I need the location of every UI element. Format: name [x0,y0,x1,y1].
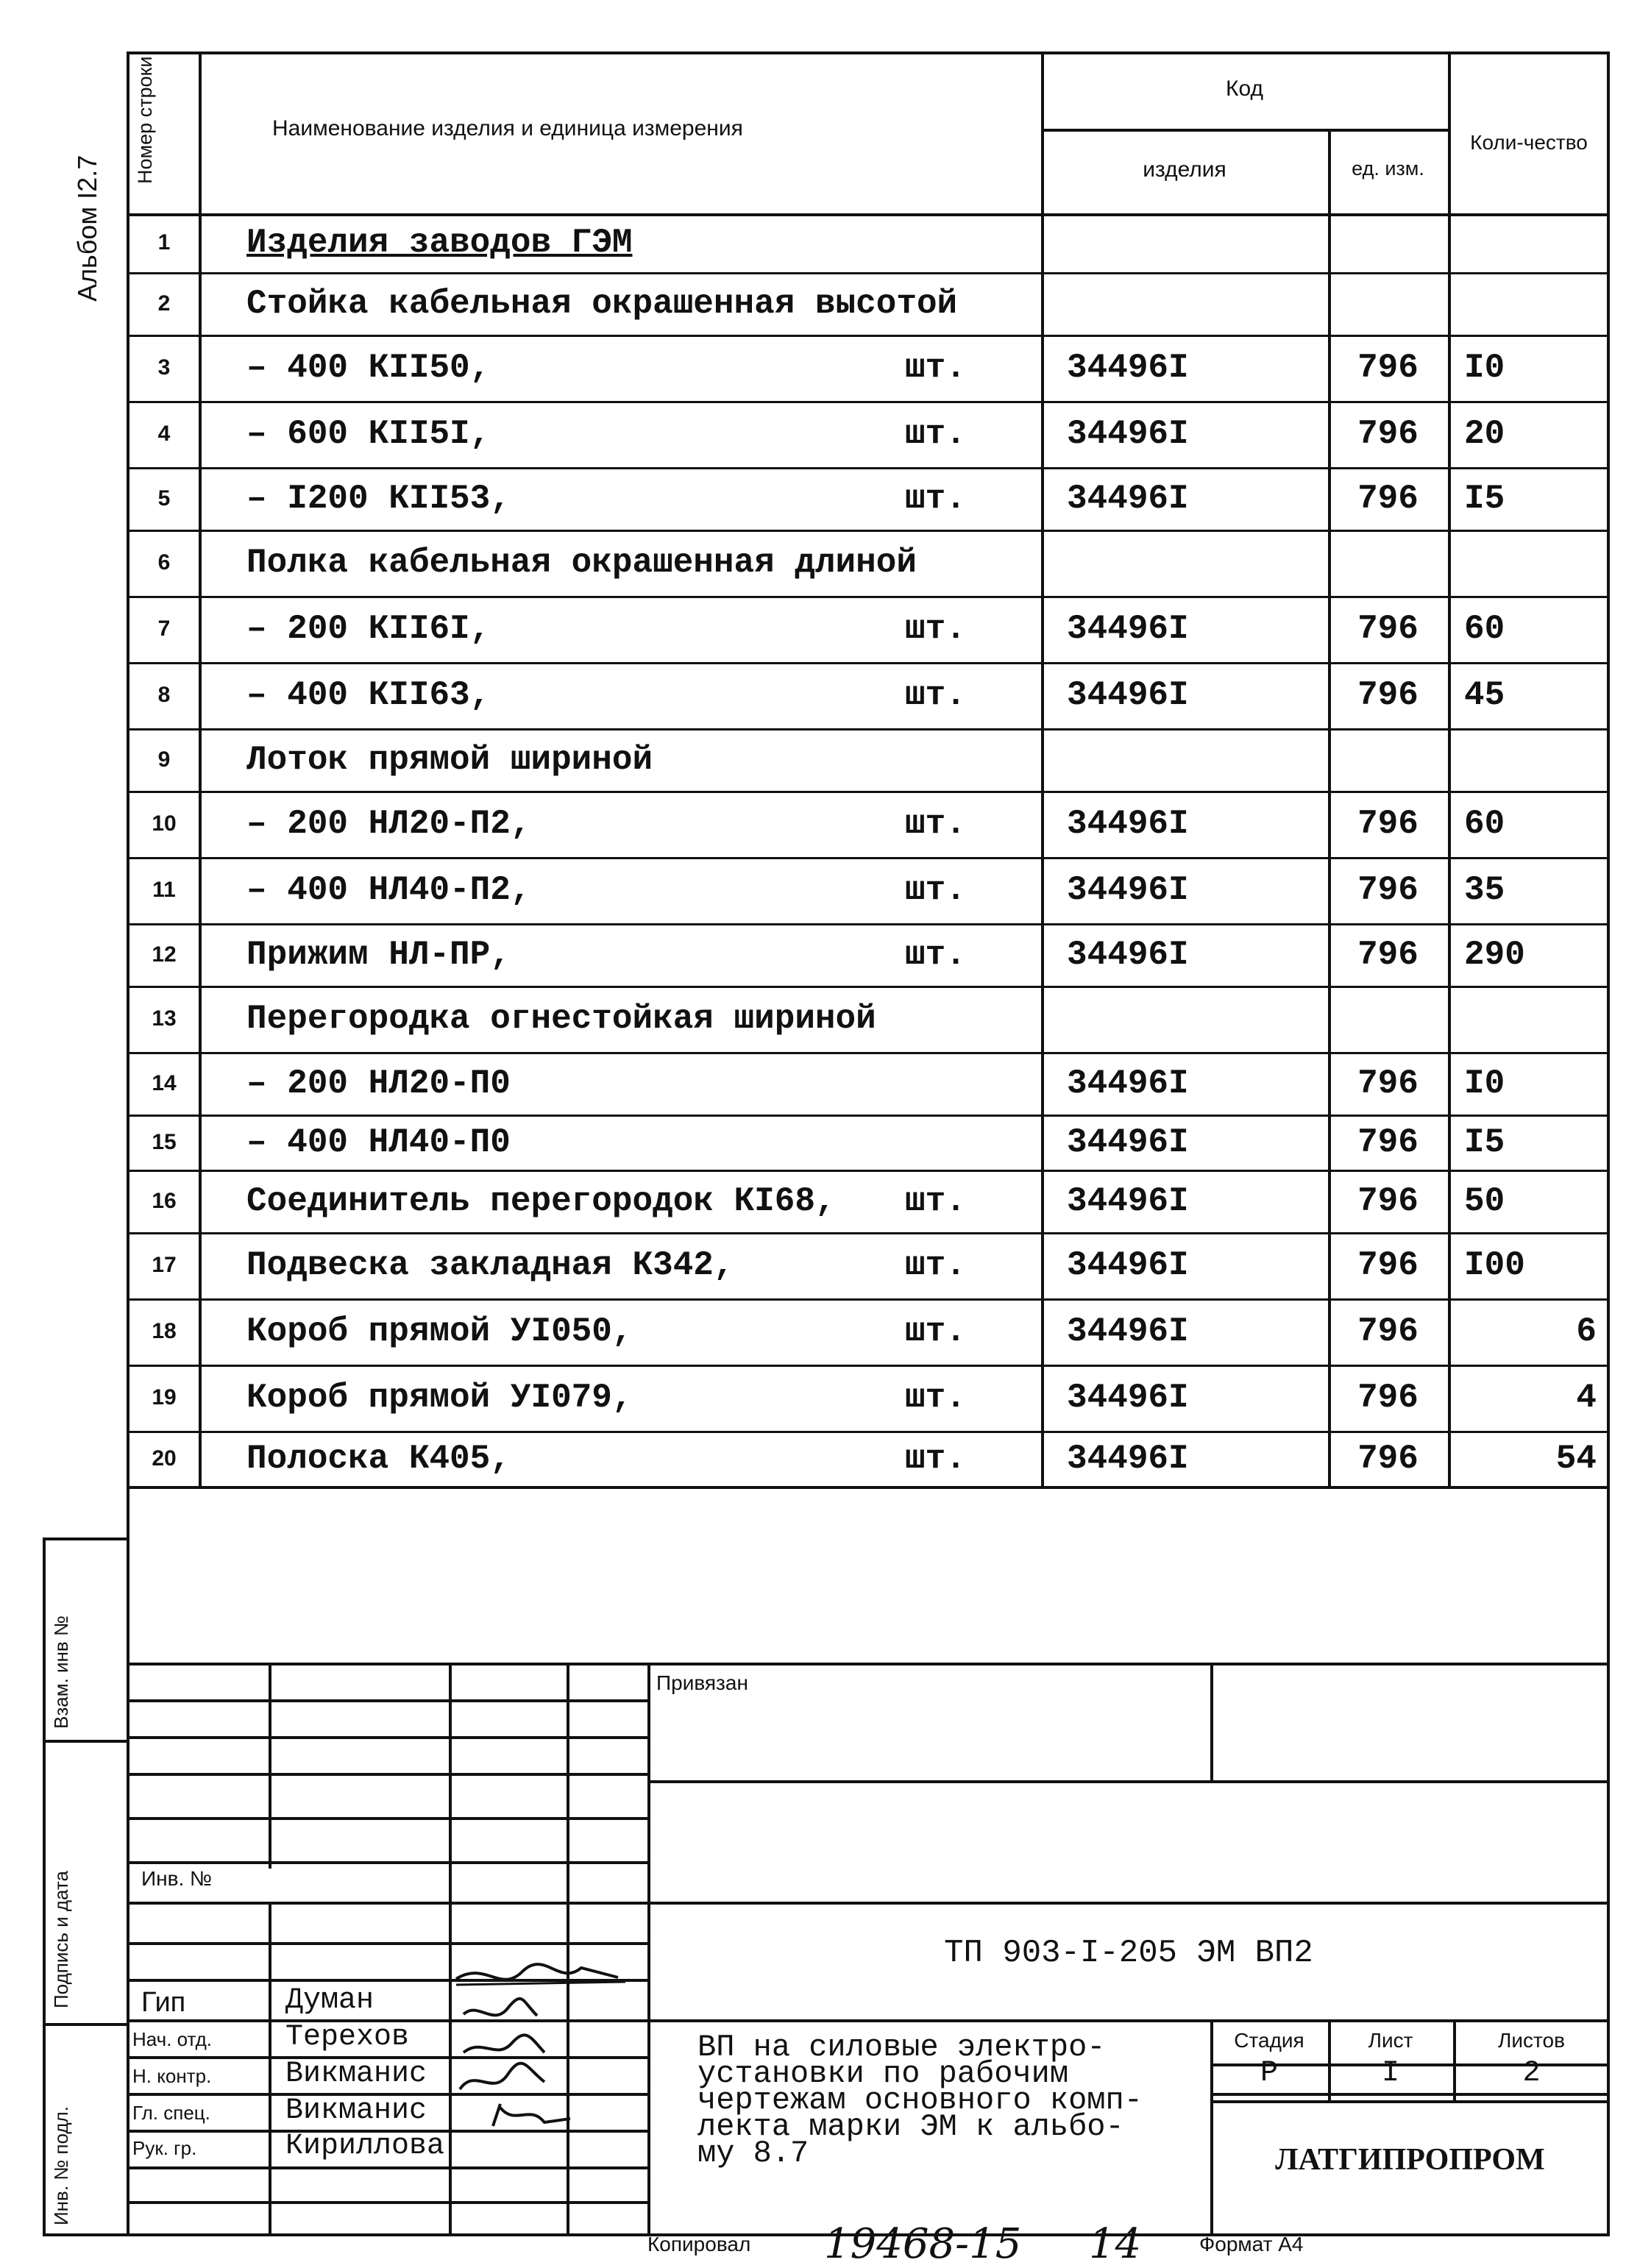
row-number: 3 [157,355,171,380]
item-code: 34496I [1067,1379,1189,1417]
unit-code: 796 [1357,1312,1419,1351]
row-number: 2 [157,291,171,316]
header-qty: Коли-чество [1470,131,1588,154]
item-name: Полоска К405, [246,1439,511,1478]
row-divider [127,530,1610,532]
unit-code: 796 [1357,349,1419,387]
item-qty: 20 [1464,415,1505,453]
row-divider [127,662,1610,664]
row-number: 4 [157,422,171,446]
row-number: 20 [152,1446,177,1471]
item-name: – 400 НЛ40-П0 [246,1123,511,1162]
item-code: 34496I [1067,1064,1189,1103]
item-name: Перегородка огнестойкая шириной [246,1000,876,1038]
row-number: 15 [152,1129,177,1154]
privyazan-label: Привязан [656,1671,748,1694]
format-label: Формат А4 [1199,2233,1304,2255]
item-qty: 35 [1464,871,1505,909]
unit-code: 796 [1357,610,1419,648]
item-qty: 4 [1576,1379,1597,1417]
row-number: 5 [157,486,171,511]
row-divider [127,272,1610,274]
signature-role: Рук. гр. [132,2137,197,2159]
item-name: – 200 НЛ20-П2, [246,805,531,843]
item-qty: I5 [1464,1123,1505,1162]
row-number: 1 [157,230,171,255]
vzam-inv-label: Взам. инв № [50,1615,72,1729]
unit-code: 796 [1357,1181,1419,1220]
item-unit: шт. [905,935,966,974]
item-name: Стойка кабельная окрашенная высотой [246,284,958,323]
sheet-value: I [1381,2057,1399,2090]
unit-code: 796 [1357,871,1419,909]
unit-code: 796 [1357,676,1419,714]
podpis-data-label: Подпись и дата [50,1870,72,2008]
signature-role: Гип [141,1987,186,2018]
row-number: 7 [157,616,171,641]
sheets-value: 2 [1522,2057,1541,2090]
item-qty: 50 [1464,1181,1505,1220]
item-name: Полка кабельная окрашенная длиной [246,544,917,582]
item-qty: 54 [1555,1439,1597,1478]
row-divider [127,728,1610,730]
copy-sheet-number: 14 [1089,2220,1142,2268]
item-unit: шт. [905,415,966,453]
item-code: 34496I [1067,1246,1189,1284]
item-code: 34496I [1067,349,1189,387]
signature-role: Гл. спец. [132,2102,210,2124]
header-code-item: изделия [1143,157,1226,182]
organization-name: ЛАТГИПРОПРОМ [1275,2143,1545,2177]
item-unit: шт. [905,805,966,843]
row-number: 8 [157,683,171,707]
sheets-label: Листов [1498,2029,1565,2052]
inv-no-label: Инв. № [141,1867,213,1890]
item-name: – 400 КII50, [246,349,491,387]
item-qty: 60 [1464,805,1505,843]
item-name: Изделия заводов ГЭМ [246,224,633,262]
signature-name: Терехов [285,2021,410,2054]
row-number: 16 [152,1188,177,1213]
item-name: Подвеска закладная К342, [246,1246,734,1284]
item-unit: шт. [905,676,966,714]
row-divider [127,923,1610,925]
row-divider [127,1365,1610,1367]
row-divider [127,1115,1610,1117]
signature-name: Кириллова [285,2130,445,2163]
header-name: Наименование изделия и единица измерения [272,116,743,141]
item-name: – I200 КII53, [246,479,511,518]
signature-role: Н. контр. [132,2065,212,2087]
row-divider [127,1298,1610,1301]
item-name: Лоток прямой шириной [246,740,653,779]
signature-role: Нач. отд. [132,2028,212,2050]
header-code: Код [1225,77,1263,101]
item-code: 34496I [1067,1312,1189,1351]
signature-name: Думан [285,1984,374,2017]
copied-label: Копировал [647,2233,751,2255]
header-code-unit: ед. изм. [1352,157,1424,179]
unit-code: 796 [1357,935,1419,974]
item-unit: шт. [905,1312,966,1351]
item-unit: шт. [905,1379,966,1417]
unit-code: 796 [1357,1123,1419,1162]
item-name: Прижим НЛ-ПР, [246,935,511,974]
item-qty: 6 [1576,1312,1597,1351]
sheet-label: Лист [1368,2029,1413,2052]
unit-code: 796 [1357,479,1419,518]
item-name: – 400 КII63, [246,676,491,714]
item-name: – 400 НЛ40-П2, [246,871,531,909]
item-code: 34496I [1067,1439,1189,1478]
document-code: ТП 903-I-205 ЭМ ВП2 [944,1935,1313,1972]
item-code: 34496I [1067,479,1189,518]
row-number: 18 [152,1319,177,1343]
item-unit: шт. [905,871,966,909]
item-code: 34496I [1067,610,1189,648]
row-divider [127,857,1610,859]
row-divider [127,335,1610,337]
item-unit: шт. [905,1181,966,1220]
row-divider [127,1232,1610,1234]
item-code: 34496I [1067,1181,1189,1220]
stage-label: Стадия [1234,2029,1304,2052]
item-qty: 60 [1464,610,1505,648]
item-unit: шт. [905,1439,966,1478]
item-qty: 45 [1464,676,1505,714]
item-qty: I5 [1464,479,1505,518]
row-number: 14 [152,1070,177,1095]
row-number: 17 [152,1253,177,1277]
title-text: ВП на силовые электро- установки по рабочим чертежам основного комп- лекта марки ЭМ к альбо- му 8.7 [697,2030,1143,2171]
row-divider [127,467,1610,469]
row-divider [127,1431,1610,1433]
row-divider [127,986,1610,988]
item-name: Короб прямой УI050, [246,1312,633,1351]
item-name: – 200 КII6I, [246,610,491,648]
item-code: 34496I [1067,935,1189,974]
item-name: Короб прямой УI079, [246,1379,633,1417]
item-qty: 290 [1464,935,1525,974]
row-number: 10 [152,811,177,836]
album-label: Альбом I2.7 [72,154,102,302]
unit-code: 796 [1357,1439,1419,1478]
signature-name: Викманис [285,2058,427,2091]
header-row-no: Номер строки [134,56,156,184]
item-qty: I0 [1464,349,1505,387]
row-number: 11 [152,878,176,902]
row-divider [127,1052,1610,1054]
unit-code: 796 [1357,805,1419,843]
row-divider [127,791,1610,793]
item-name: – 600 КII5I, [246,415,491,453]
stage-value: Р [1260,2057,1278,2090]
item-unit: шт. [905,610,966,648]
item-code: 34496I [1067,676,1189,714]
copy-number: 19468-15 [824,2220,1022,2268]
item-qty: I0 [1464,1064,1505,1103]
item-code: 34496I [1067,1123,1189,1162]
item-code: 34496I [1067,415,1189,453]
row-number: 6 [157,550,171,575]
item-name: – 200 НЛ20-П0 [246,1064,511,1103]
signature-name: Викманис [285,2094,427,2127]
unit-code: 796 [1357,1064,1419,1103]
row-number: 13 [152,1006,177,1031]
inv-podl-label: Инв. № подл. [50,2106,72,2225]
row-divider [127,401,1610,403]
row-number: 9 [157,747,171,772]
item-code: 34496I [1067,805,1189,843]
row-number: 12 [152,942,177,967]
item-qty: I00 [1464,1246,1525,1284]
item-code: 34496I [1067,871,1189,909]
row-divider [127,596,1610,598]
item-name: Соединитель перегородок КI68, [246,1181,836,1220]
item-unit: шт. [905,349,966,387]
unit-code: 796 [1357,415,1419,453]
unit-code: 796 [1357,1246,1419,1284]
item-unit: шт. [905,479,966,518]
row-divider [127,1170,1610,1172]
unit-code: 796 [1357,1379,1419,1417]
row-number: 19 [152,1385,177,1409]
item-unit: шт. [905,1246,966,1284]
